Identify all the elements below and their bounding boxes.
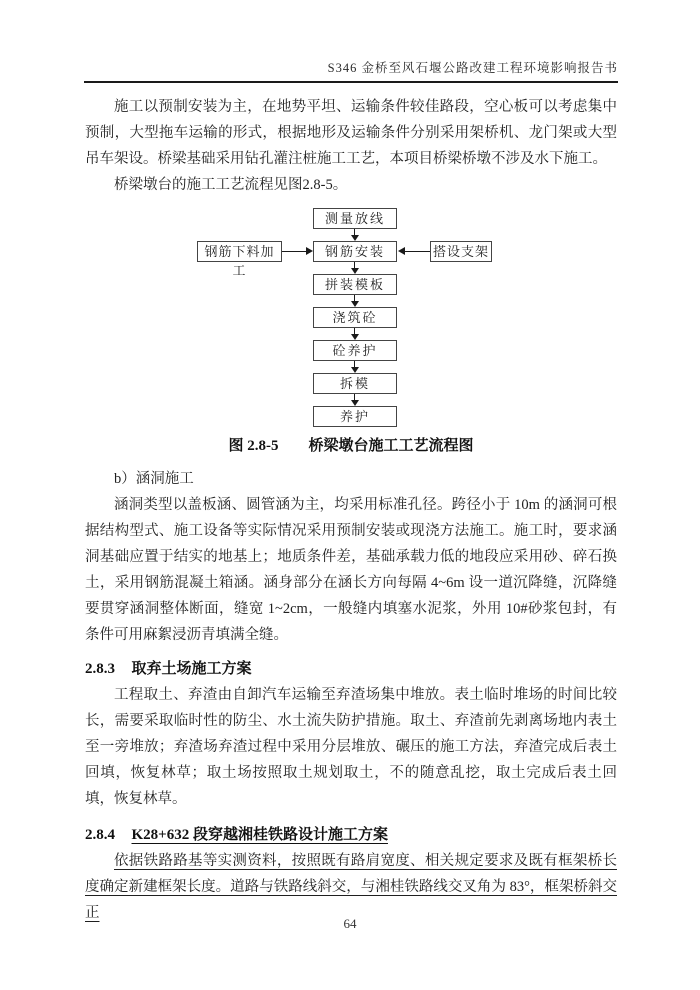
arrow-left-icon — [398, 247, 405, 255]
flowchart-figure — [85, 204, 617, 430]
flow-step-concrete-curing: 砼养护 — [313, 340, 397, 361]
page-header — [84, 58, 618, 83]
arrow-line — [282, 251, 306, 252]
paragraph-culvert-detail: 涵洞类型以盖板涵、圆管涵为主，均采用标准孔径。跨径小于 10m 的涵洞可根据结构型式、施工设备等实际情况采用预制安装或现浇方法施工。施工时，要求涵洞基础应置于结实的地基上；地质条件差，基础承载力低的地段应采用砂、碎石换土，采用钢筋混凝土箱涵。涵身部分在涵长方向每隔 4~6m 设一道沉降缝，沉降缝要贯穿涵洞整体断面，缝宽 1~2cm，一般缝内填塞水泥浆，外用 10#砂浆包封，有条件可用麻絮浸沥青填满全缝。 — [85, 497, 617, 643]
subheading-culvert-construction: b）涵洞施工 — [114, 471, 194, 487]
header-title: S346 金桥至风石堰公路改建工程环境影响报告书 — [327, 61, 618, 75]
section-title: 取弃土场施工方案 — [131, 661, 252, 677]
flow-step-pour-concrete: 浇筑砼 — [313, 307, 397, 328]
figure-caption-title: 桥梁墩台施工工艺流程图 — [308, 438, 474, 454]
section-number: 2.8.4 — [85, 827, 115, 843]
flow-box-rebar-cutting: 钢筋下料加工 — [197, 241, 282, 262]
flow-box-scaffolding: 搭设支架 — [430, 241, 492, 262]
arrow-down-icon — [351, 301, 359, 307]
flow-step-rebar-install: 钢筋安装 — [313, 241, 397, 262]
arrow-down-icon — [351, 400, 359, 406]
figure-caption-label: 图 2.8-5 — [228, 438, 279, 454]
flow-step-formwork-assembly: 拼装模板 — [313, 274, 397, 295]
section-title: K28+632 段穿越湘桂铁路设计施工方案 — [131, 827, 388, 843]
flow-step-curing: 养护 — [313, 406, 397, 427]
flow-step-survey-layout: 测量放线 — [313, 208, 397, 229]
arrow-down-icon — [351, 235, 359, 241]
paragraph-spoil-ground: 工程取土、弃渣由自卸汽车运输至弃渣场集中堆放。表土临时堆场的时间比较长，需要采取临时性的防尘、水土流失防护措施。取土、弃渣前先剥离场地内表土至一旁堆放；弃渣场弃渣过程中采用分层堆放、碾压的施工方法，弃渣完成后表土回填，恢复林草；取土场按照取土规划取土，不的随意乱挖，取土完成后表土回填，恢复林草。 — [85, 687, 617, 807]
arrow-right-icon — [306, 247, 313, 255]
paragraph-railway-crossing: 依据铁路路基等实测资料，按照既有路肩宽度、相关规定要求及既有框架桥长度确定新建框架长度。道路与铁路线斜交，与湘桂铁路线交叉角为 83°，框架桥斜交正 — [85, 853, 617, 921]
paragraph-bridge-erection: 施工以预制安装为主，在地势平坦、运输条件较佳路段，空心板可以考虑集中预制，大型拖车运输的形式，根据地形及运输条件分别采用架桥机、龙门架或大型吊车架设。桥梁基础采用钻孔灌注桩施工工艺，本项目桥梁桥墩不涉及水下施工。 — [85, 99, 617, 167]
flow-step-formwork-removal: 拆模 — [313, 373, 397, 394]
arrow-down-icon — [351, 268, 359, 274]
arrow-down-icon — [351, 367, 359, 373]
section-number: 2.8.3 — [85, 661, 115, 677]
arrow-down-icon — [351, 334, 359, 340]
section-heading-284 — [85, 822, 617, 848]
arrow-line — [405, 251, 430, 252]
figure-caption — [85, 434, 617, 458]
page-content — [85, 94, 617, 926]
paragraph-figure-reference: 桥梁墩台的施工工艺流程见图2.8-5。 — [114, 177, 348, 193]
page-number: 64 — [343, 916, 357, 931]
section-heading-283 — [85, 656, 617, 682]
